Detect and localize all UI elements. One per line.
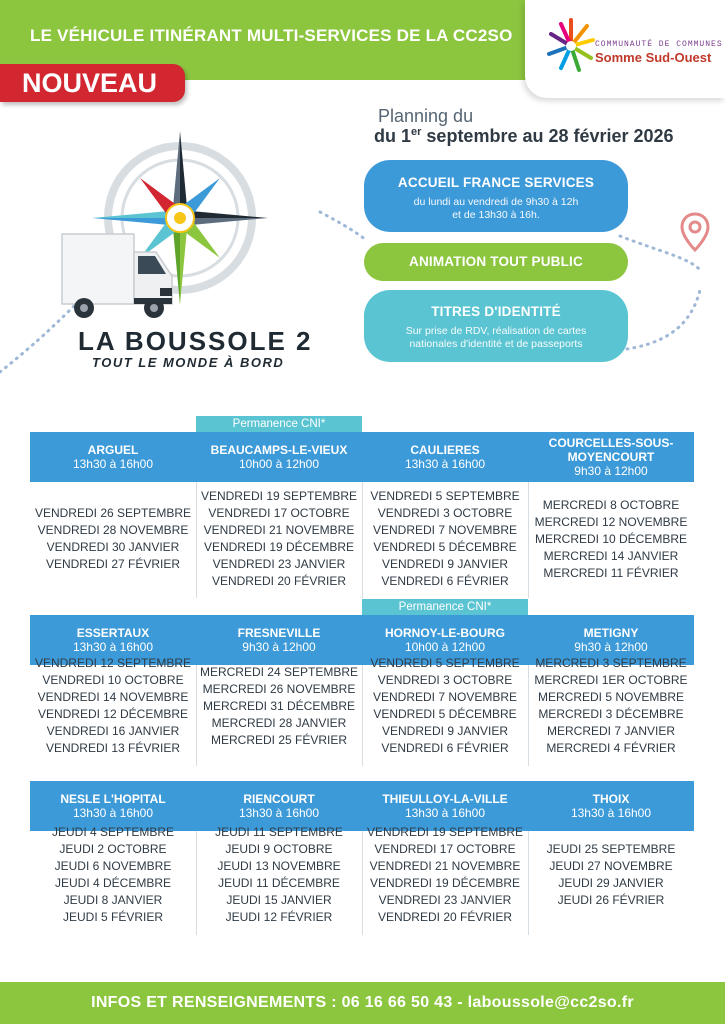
visit-date: VENDREDI 6 FÉVRIER (381, 574, 509, 588)
location-hours: 9h30 à 12h00 (574, 640, 648, 654)
permanence-cni-label: Permanence CNI* (362, 599, 528, 615)
visit-date: VENDREDI 9 JANVIER (381, 724, 509, 738)
visit-date: MERCREDI 5 NOVEMBRE (537, 690, 685, 704)
location-hours: 13h30 à 16h00 (404, 457, 486, 471)
location-pin-icon (680, 212, 710, 252)
location-name: ARGUEL (87, 443, 139, 457)
visit-date: JEUDI 29 JANVIER (558, 876, 664, 890)
visit-date: VENDREDI 5 DÉCEMBRE (373, 540, 517, 554)
location-dates (196, 488, 362, 590)
visit-date: VENDREDI 14 NOVEMBRE (37, 690, 189, 704)
column-divider (196, 831, 197, 935)
location-name: ESSERTAUX (76, 626, 150, 640)
brand-name: LA BOUSSOLE 2 (78, 326, 313, 356)
visit-date: VENDREDI 19 DÉCEMBRE (203, 540, 355, 554)
visit-date: MERCREDI 1ER OCTOBRE (534, 673, 688, 687)
visit-date: JEUDI 27 NOVEMBRE (549, 859, 673, 873)
visit-date: VENDREDI 12 SEPTEMBRE (34, 656, 192, 670)
visit-date: JEUDI 4 DÉCEMBRE (54, 876, 172, 890)
logo-text-line2: Somme Sud-Ouest (595, 50, 712, 65)
column-divider (362, 482, 363, 598)
location-name: FRESNEVILLE (237, 626, 321, 640)
location-dates (196, 664, 362, 749)
visit-date: JEUDI 26 FÉVRIER (557, 893, 665, 907)
location-name: NESLE L'HOPITAL (60, 792, 166, 806)
location-name: CAULIERES (410, 443, 480, 457)
location-dates (528, 841, 694, 909)
planning-dates: du 1er septembre au 28 février 2026 (374, 126, 674, 146)
location-hours: 13h30 à 16h00 (72, 806, 154, 820)
service-accueil-france-services (364, 160, 628, 232)
visit-date: VENDREDI 3 OCTOBRE (377, 506, 513, 520)
location-name: COURCELLES-SOUS- (548, 436, 674, 450)
visit-date: VENDREDI 6 FÉVRIER (381, 741, 509, 755)
service-titres-identite (364, 290, 628, 362)
visit-date: VENDREDI 17 OCTOBRE (208, 506, 350, 520)
visit-date: JEUDI 2 OCTOBRE (59, 842, 167, 856)
location-dates (30, 655, 196, 757)
visit-date: VENDREDI 23 JANVIER (212, 557, 346, 571)
service-title: ACCUEIL FRANCE SERVICES (397, 175, 595, 190)
service-title: TITRES D'IDENTITÉ (431, 304, 561, 319)
visit-date: VENDREDI 19 DÉCEMBRE (369, 876, 521, 890)
visit-date: VENDREDI 20 FÉVRIER (211, 574, 347, 588)
visit-date: MERCREDI 14 JANVIER (543, 549, 679, 563)
visit-date: MERCREDI 4 FÉVRIER (546, 741, 676, 755)
location-name: RIENCOURT (243, 792, 315, 806)
visit-date: VENDREDI 20 FÉVRIER (377, 910, 513, 924)
location-dates (528, 497, 694, 582)
visit-date: VENDREDI 12 DÉCEMBRE (37, 707, 189, 721)
column-divider (528, 665, 529, 766)
new-badge: NOUVEAU (0, 64, 185, 102)
location-hours: 10h00 à 12h00 (238, 457, 320, 471)
visit-date: VENDREDI 27 FÉVRIER (45, 557, 181, 571)
visit-date: VENDREDI 5 SEPTEMBRE (370, 656, 520, 670)
visit-date: VENDREDI 19 SEPTEMBRE (200, 489, 358, 503)
service-description: Sur prise de RDV, réalisation de cartes nationales d'identité et de passeports (405, 325, 587, 350)
visit-date: VENDREDI 5 DÉCEMBRE (373, 707, 517, 721)
visit-date: JEUDI 25 SEPTEMBRE (546, 842, 676, 856)
visit-date: VENDREDI 21 NOVEMBRE (203, 523, 355, 537)
visit-date: VENDREDI 9 JANVIER (381, 557, 509, 571)
location-dates (362, 488, 528, 590)
footer-contact: INFOS ET RENSEIGNEMENTS : 06 16 66 50 43 - laboussole@cc2so.fr (0, 982, 725, 1024)
service-description: du lundi au vendredi de 9h30 à 12h et de 13h30 à 16h. (413, 196, 579, 221)
visit-date: MERCREDI 3 SEPTEMBRE (535, 656, 687, 670)
location-header (196, 432, 362, 482)
location-hours: 13h30 à 16h00 (570, 806, 652, 820)
visit-date: MERCREDI 3 DÉCEMBRE (538, 707, 684, 721)
service-title: ANIMATION TOUT PUBLIC (409, 254, 583, 269)
header-title: LE VÉHICULE ITINÉRANT MULTI-SERVICES DE LA CC2SO (30, 26, 513, 45)
visit-date: MERCREDI 7 JANVIER (546, 724, 676, 738)
visit-date: JEUDI 6 NOVEMBRE (54, 859, 172, 873)
visit-date: JEUDI 4 SEPTEMBRE (51, 825, 175, 839)
location-name: HORNOY-LE-BOURG (385, 626, 505, 640)
visit-date: VENDREDI 13 FÉVRIER (45, 741, 181, 755)
visit-date: MERCREDI 26 NOVEMBRE (202, 682, 356, 696)
location-dates (196, 824, 362, 926)
location-hours: 13h30 à 16h00 (404, 806, 486, 820)
visit-date: VENDREDI 7 NOVEMBRE (372, 523, 518, 537)
visit-date: JEUDI 8 JANVIER (63, 893, 163, 907)
location-dates (30, 824, 196, 926)
visit-date: VENDREDI 10 OCTOBRE (42, 673, 184, 687)
location-hours: 10h00 à 12h00 (404, 640, 486, 654)
column-divider (528, 482, 529, 598)
planning-label: Planning du (378, 106, 474, 126)
location-name: BEAUCAMPS-LE-VIEUX (210, 443, 348, 457)
location-header (362, 432, 528, 482)
column-divider (362, 831, 363, 935)
logo-text-line1: COMMUNAUTÉ DE COMMUNES (595, 40, 723, 49)
visit-date: VENDREDI 30 JANVIER (46, 540, 180, 554)
location-header (196, 615, 362, 665)
location-name: THOIX (592, 792, 630, 806)
visit-date: JEUDI 5 FÉVRIER (62, 910, 164, 924)
location-header (30, 432, 196, 482)
visit-date: VENDREDI 7 NOVEMBRE (372, 690, 518, 704)
location-dates (528, 655, 694, 757)
visit-date: JEUDI 13 NOVEMBRE (217, 859, 341, 873)
visit-date: MERCREDI 31 DÉCEMBRE (202, 699, 356, 713)
column-divider (196, 482, 197, 598)
truck-icon (60, 228, 180, 328)
location-name: METIGNY (583, 626, 639, 640)
location-hours: 9h30 à 12h00 (574, 464, 648, 478)
location-dates (30, 505, 196, 573)
visit-date: MERCREDI 8 OCTOBRE (542, 498, 680, 512)
visit-date: JEUDI 12 FÉVRIER (225, 910, 333, 924)
visit-date: JEUDI 15 JANVIER (226, 893, 332, 907)
visit-date: VENDREDI 5 SEPTEMBRE (370, 489, 520, 503)
column-divider (528, 831, 529, 935)
column-divider (362, 665, 363, 766)
visit-date: VENDREDI 21 NOVEMBRE (369, 859, 521, 873)
location-dates (362, 655, 528, 757)
visit-date: VENDREDI 28 NOVEMBRE (37, 523, 189, 537)
visit-date: MERCREDI 12 NOVEMBRE (534, 515, 688, 529)
visit-date: JEUDI 9 OCTOBRE (225, 842, 333, 856)
location-name: THIEULLOY-LA-VILLE (382, 792, 508, 806)
visit-date: VENDREDI 19 SEPTEMBRE (366, 825, 524, 839)
location-header (528, 432, 694, 482)
visit-date: VENDREDI 26 SEPTEMBRE (34, 506, 192, 520)
location-hours: 13h30 à 16h00 (238, 806, 320, 820)
service-animation (364, 243, 628, 281)
location-hours: 13h30 à 16h00 (72, 640, 154, 654)
visit-date: MERCREDI 28 JANVIER (211, 716, 347, 730)
visit-date: MERCREDI 10 DÉCEMBRE (534, 532, 688, 546)
visit-date: MERCREDI 25 FÉVRIER (210, 733, 348, 747)
location-header (528, 781, 694, 831)
location-dates (362, 824, 528, 926)
visit-date: VENDREDI 3 OCTOBRE (377, 673, 513, 687)
visit-date: VENDREDI 17 OCTOBRE (374, 842, 516, 856)
permanence-cni-label: Permanence CNI* (196, 416, 362, 432)
visit-date: MERCREDI 24 SEPTEMBRE (199, 665, 359, 679)
visit-date: VENDREDI 16 JANVIER (46, 724, 180, 738)
visit-date: JEUDI 11 SEPTEMBRE (215, 825, 343, 839)
visit-date: MERCREDI 11 FÉVRIER (543, 566, 679, 580)
visit-date: VENDREDI 23 JANVIER (378, 893, 512, 907)
location-hours: 9h30 à 12h00 (242, 640, 316, 654)
column-divider (196, 665, 197, 766)
location-hours: 13h30 à 16h00 (72, 457, 154, 471)
brand-tagline: TOUT LE MONDE À BORD (92, 355, 285, 370)
visit-date: JEUDI 11 DÉCEMBRE (218, 876, 340, 890)
location-name-line2: MOYENCOURT (567, 450, 655, 464)
